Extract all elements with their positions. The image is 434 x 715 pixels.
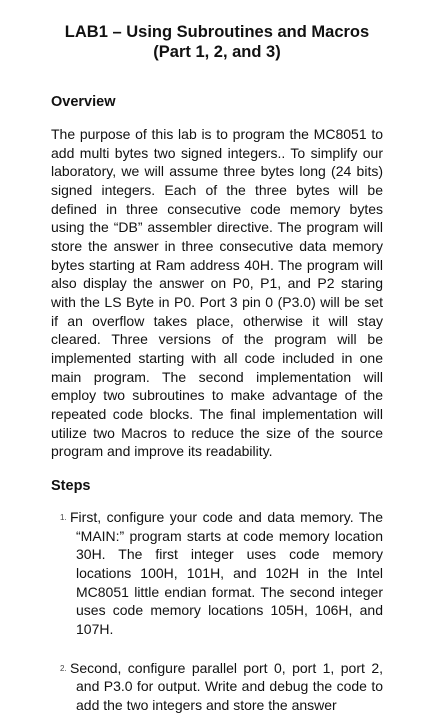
step-text: First, configure your code and data memory. The “MAIN:” program starts at code memory location 30H. The first integer uses code memory locations 100H, 101H, and 102H in the Intel MC8051 little endian format. The second integer uses code memory locations 105H, 106H, and 107H. — [70, 509, 383, 637]
document-subtitle: (Part 1, 2, and 3) — [153, 43, 281, 61]
steps-heading: Steps — [51, 478, 91, 494]
step-text: Second, configure parallel port 0, port 1, port 2, and P3.0 for output. Write and debug the code to add the two integers and store the answer — [70, 659, 383, 713]
overview-heading: Overview — [51, 94, 116, 110]
steps-list — [51, 508, 383, 715]
document-title: LAB1 – Using Subroutines and Macros — [64, 23, 370, 41]
step-item-2 — [51, 659, 383, 715]
step-number: 1. — [60, 513, 67, 522]
step-item-1 — [51, 508, 383, 639]
step-number: 2. — [60, 663, 67, 673]
overview-paragraph: The purpose of this lab is to program the MC8051 to add multi bytes two signed integers.. To simplify our laboratory, we will assume three bytes long (24 bits) signed integers. Each of the three bytes will be defined in three consecutive code memory bytes using the “DB” assembler directive. The program will store the answer in three consecutive data memory bytes starting at Ram address 40H. The program will also display the answer on P0, P1, and P2 staring with the LS Byte in P0. Port 3 pin 0 (P3.0) will be set if an overflow takes place, otherwise it will stay cleared. Three versions of the program will be implemented starting with all code included in one main program. The second implementation will employ two subroutines to make advantage of the repeated code blocks. The final implementation will utilize two Macros to reduce the size of the source program and improve its readability. — [51, 126, 383, 460]
